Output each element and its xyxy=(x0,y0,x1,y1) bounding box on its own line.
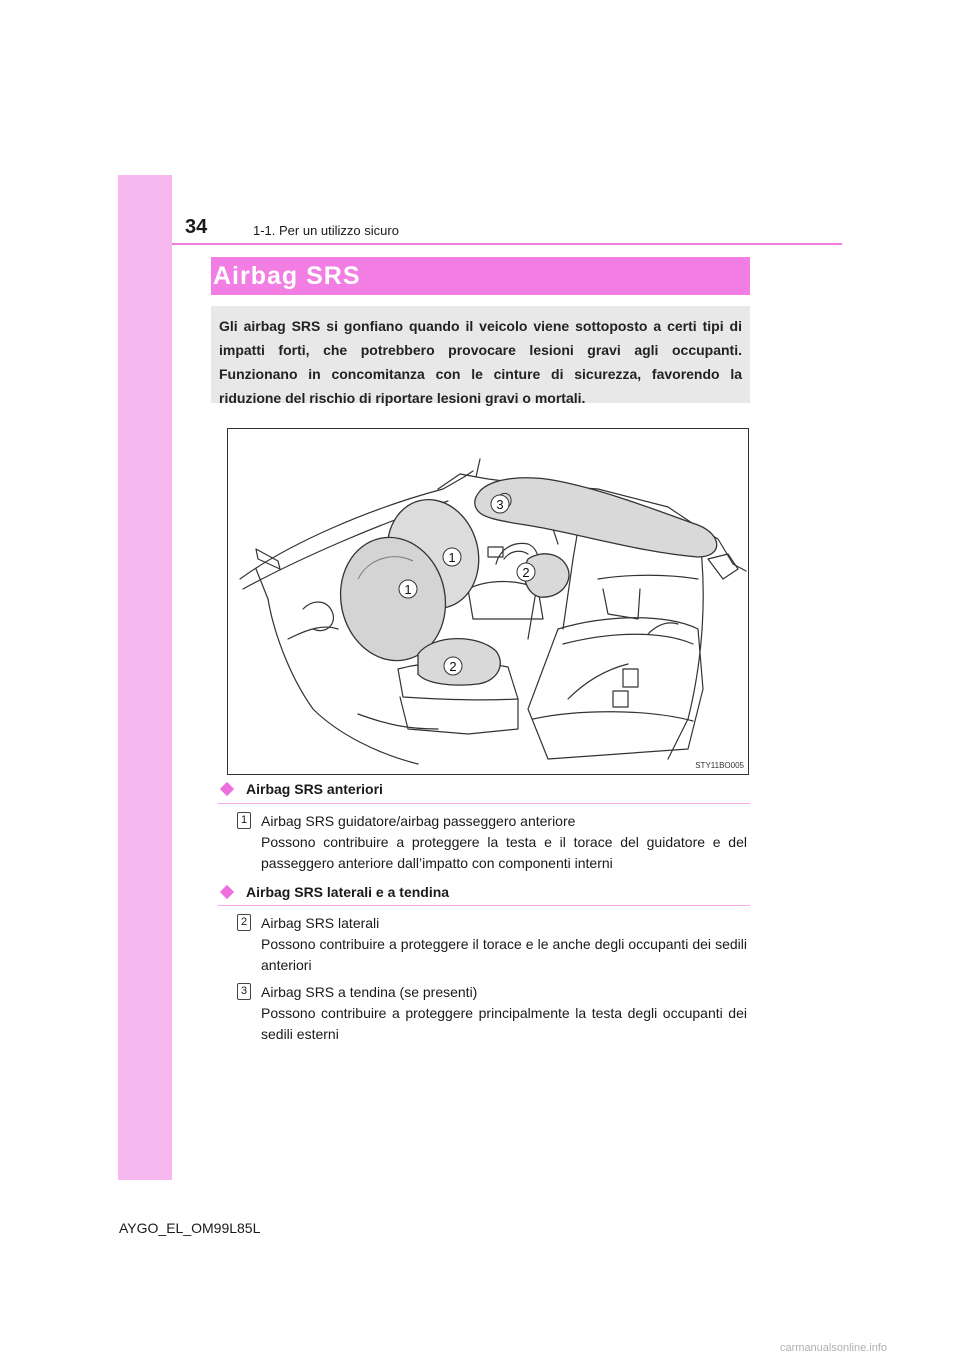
item-title: Airbag SRS laterali xyxy=(261,915,380,931)
diamond-bullet-icon xyxy=(220,885,234,899)
figure-code: STY11BO005 xyxy=(695,761,744,770)
callout-label: 2 xyxy=(449,659,457,674)
chapter-sidebar-tab xyxy=(118,175,172,1180)
page-number: 34 xyxy=(185,216,208,238)
header-rule xyxy=(172,243,842,245)
item-number-box: 1 xyxy=(237,812,251,829)
subheading-text: Airbag SRS laterali e a tendina xyxy=(246,884,450,900)
callout-label: 2 xyxy=(522,565,530,580)
car-interior-drawing xyxy=(228,429,748,774)
list-item xyxy=(237,913,747,976)
item-description: Possono contribuire a proteggere la testa e il torace del guidatore e del passeggero anteriore dall’impatto con componenti interni xyxy=(261,834,747,871)
item-description: Possono contribuire a proteggere il torace e le anche degli occupanti dei sedili anteriori xyxy=(261,936,747,973)
list-item xyxy=(237,811,747,874)
item-number-box: 2 xyxy=(237,914,251,931)
callout-label: 3 xyxy=(496,497,504,512)
item-description: Possono contribuire a proteggere principalmente la testa degli occupanti dei sedili esterni xyxy=(261,1005,747,1042)
subheading-rule xyxy=(218,905,750,906)
subheading-text: Airbag SRS anteriori xyxy=(246,781,383,797)
item-title: Airbag SRS a tendina (se presenti) xyxy=(261,984,478,1000)
item-title: Airbag SRS guidatore/airbag passeggero anteriore xyxy=(261,813,576,829)
intro-text: Gli airbag SRS si gonfiano quando il veicolo viene sottoposto a certi tipi di impatti forti, che potrebbero provocare lesioni gravi agli occupanti. Funzionano in concomitanza con le cinture di sicurezza, favorendo la riduzione del rischio di riportare lesioni gravi o mortali. xyxy=(219,318,742,406)
callout-label: 1 xyxy=(448,550,456,565)
callout-label: 1 xyxy=(404,582,412,597)
subheading-rule xyxy=(218,803,750,804)
list-item xyxy=(237,982,747,1045)
page-title: Airbag SRS xyxy=(213,262,361,290)
footer-manual-code: AYGO_EL_OM99L85L xyxy=(119,1220,261,1236)
item-number-box: 3 xyxy=(237,983,251,1000)
subheading-front-airbags xyxy=(218,781,383,797)
section-title: 1-1. Per un utilizzo sicuro xyxy=(253,223,399,238)
subheading-side-curtain-airbags xyxy=(218,884,449,900)
airbag-illustration xyxy=(227,428,749,775)
intro-box xyxy=(211,306,750,406)
watermark: carmanualsonline.info xyxy=(780,1342,888,1354)
diamond-bullet-icon xyxy=(220,782,234,796)
